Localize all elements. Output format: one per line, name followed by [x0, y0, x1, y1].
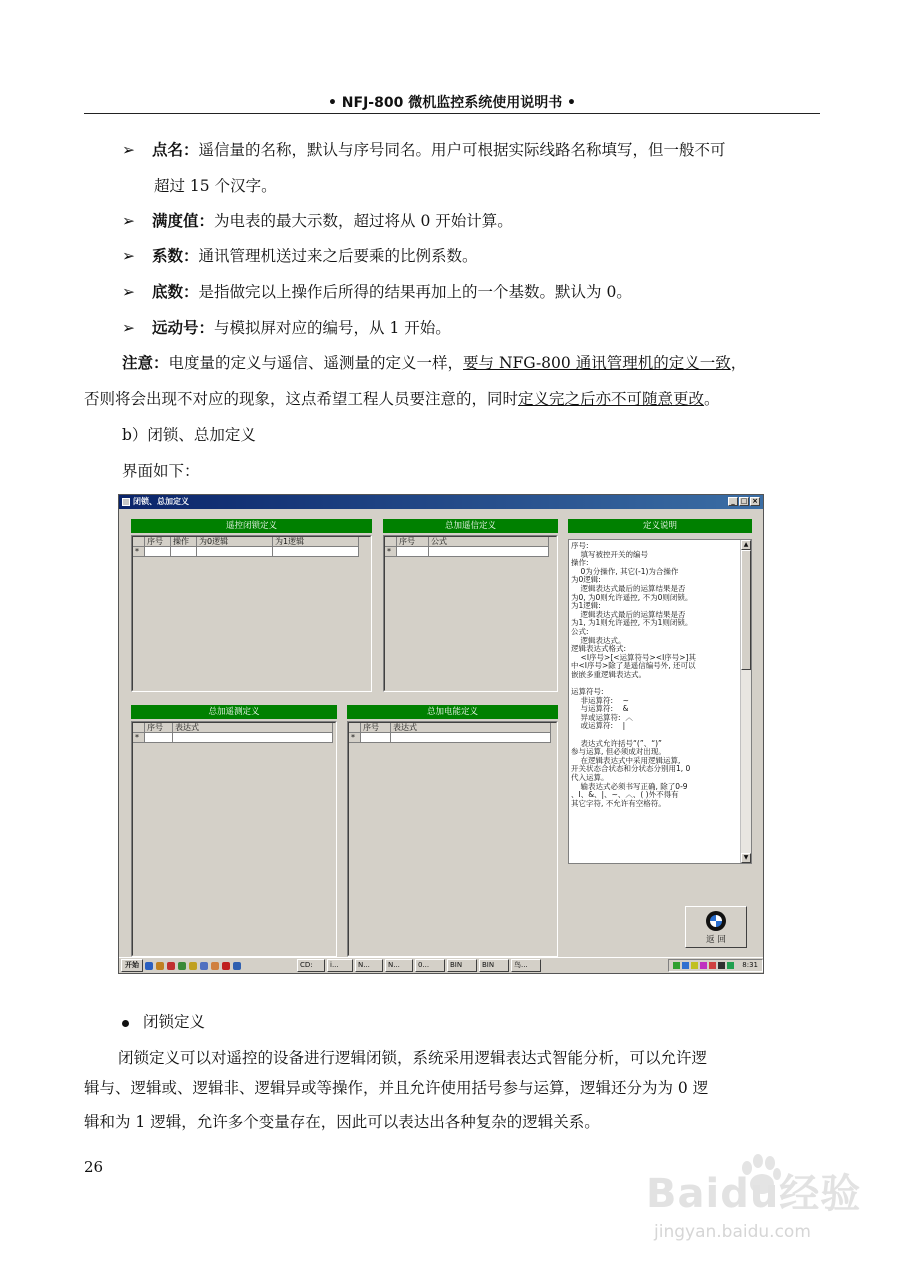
cell[interactable] [197, 547, 273, 557]
arrow-bullet-icon: ➢ [122, 283, 135, 301]
note-line-1 [122, 351, 746, 373]
app-icon[interactable] [178, 962, 186, 970]
grid-header [133, 723, 333, 733]
window-titlebar [119, 495, 763, 509]
lock-heading [122, 1010, 205, 1032]
term: 远动号： [152, 318, 215, 337]
new-row-marker: * [385, 547, 397, 557]
new-row[interactable] [133, 733, 333, 743]
paragraph-line-1: 闭锁定义可以对遥控的设备进行逻辑闭锁，系统采用逻辑表达式智能分析，可以允许逻 [118, 1049, 708, 1067]
grid-header [385, 537, 549, 547]
cell[interactable] [173, 733, 333, 743]
column-header[interactable]: 为0逻辑 [197, 537, 273, 547]
note-punct: ， [730, 354, 747, 372]
grid-header [133, 537, 359, 547]
column-header[interactable]: 为1逻辑 [273, 537, 359, 547]
panel-title-energy-total: 总加电能定义 [347, 705, 558, 719]
app-icon[interactable] [211, 962, 219, 970]
start-button[interactable]: 开始 [121, 959, 143, 972]
taskbar-item[interactable]: BIN [447, 959, 477, 972]
description-box[interactable] [568, 539, 752, 864]
clock: 8:31 [742, 961, 758, 969]
description-text: 序号: 填写被控开关的编号 操作: 0为分操作, 其它(-1)为合操作 为0逻辑: 逻辑表达式最后的运算结果是否 为0, 为0则允许遥控, 不为0则闭锁。 为1逻辑: 逻辑表达式最后的运算结果是否 为1, 为1则允许遥控, 不为1则闭锁。 公式: 逻辑表达式。 逻辑表达式格式: <I序号>[<运算符号><I序号>]其 中<I序号>除了是遥信编号外, 还可以 嵌嵌多重逻辑表达式。 运算符号: 非运算符: ~ 与运算符: & 异或运算符: ︿ 或运算符: | 表达式允许括号“(”、“)” 参与运算, 但必须成对出现。 在逻辑表达式中采用逻辑运算, 开关状态合状态和分状态分别用1, 0 代入运算。 输表达式必须书写正确, 除了0-9 、I、&、|、~、︿、( )外不得有 其它字符, 不允许有空格符。 [571, 542, 697, 808]
cell[interactable] [391, 733, 551, 743]
ui-intro: 界面如下： [122, 462, 200, 480]
tray-icon[interactable] [727, 962, 734, 969]
quick-launch [145, 960, 295, 971]
scroll-thumb[interactable] [741, 550, 751, 670]
yx-total-grid[interactable] [383, 535, 558, 692]
new-row[interactable] [133, 547, 359, 557]
dot-bullet-icon [122, 1020, 129, 1027]
scroll-down-icon[interactable]: ▼ [741, 853, 751, 863]
column-header[interactable]: 表达式 [173, 723, 333, 733]
paragraph-line-3: 辑和为 1 逻辑，允许多个变量存在，因此可以表达出各种复杂的逻辑关系。 [84, 1113, 600, 1131]
bullet-dianming-cont: 超过 15 个汉字。 [154, 177, 277, 195]
folder-icon[interactable] [156, 962, 164, 970]
column-header[interactable]: 操作 [171, 537, 197, 547]
paragraph-line-2: 辑与、逻辑或、逻辑非、逻辑异或等操作，并且允许使用括号参与运算，逻辑还分为为 0 逻 [84, 1079, 709, 1097]
column-header[interactable]: 序号 [397, 537, 429, 547]
arrow-bullet-icon: ➢ [122, 319, 135, 337]
baidu-watermark [646, 1150, 886, 1260]
tray-icon[interactable] [709, 962, 716, 969]
new-row-marker: * [133, 547, 145, 557]
column-header[interactable]: 序号 [145, 723, 173, 733]
taskbar-item[interactable]: BIN [479, 959, 509, 972]
ie-icon[interactable] [145, 962, 153, 970]
bullet-mandu [122, 209, 513, 231]
close-button[interactable]: × [750, 497, 760, 506]
desc: 与模拟屏对应的编号，从 1 开始。 [214, 319, 451, 337]
new-row-marker: * [133, 733, 145, 743]
page-header: • NFJ-800 微机监控系统使用说明书 • [327, 95, 577, 111]
section-heading: b）闭锁、总加定义 [122, 426, 256, 444]
term: 满度值： [152, 211, 215, 230]
app-icon[interactable] [200, 962, 208, 970]
note-text: 否则将会出现不对应的现象，这点希望工程人员要注意的，同时 [84, 390, 519, 408]
cell[interactable] [145, 733, 173, 743]
tray-icon[interactable] [718, 962, 725, 969]
app-icon [122, 498, 130, 506]
yc-total-grid[interactable] [131, 721, 337, 957]
description-scrollbar[interactable] [740, 540, 751, 863]
cell[interactable] [429, 547, 549, 557]
lock-heading-text: 闭锁定义 [143, 1013, 206, 1031]
taskbar-item[interactable]: 0... [415, 959, 445, 972]
term: 点名： [152, 140, 199, 159]
term: 底数： [152, 282, 199, 301]
cell[interactable] [397, 547, 429, 557]
bullet-dishu [122, 280, 632, 302]
new-row[interactable] [385, 547, 549, 557]
app-icon[interactable] [189, 962, 197, 970]
term: 系数： [152, 246, 199, 265]
column-header[interactable]: 序号 [361, 723, 391, 733]
taskbar-item[interactable]: i... [327, 959, 353, 972]
app-icon[interactable] [233, 962, 241, 970]
page-number: 26 [84, 1158, 104, 1176]
panel-title-yx-total: 总加遥信定义 [383, 519, 558, 533]
tray-icon[interactable] [682, 962, 689, 969]
column-header[interactable]: 序号 [145, 537, 171, 547]
grid-header [349, 723, 551, 733]
note-punct: 。 [704, 390, 720, 408]
energy-total-grid[interactable] [347, 721, 558, 957]
note-label: 注意： [122, 353, 169, 372]
system-tray [668, 959, 763, 972]
panel-title-desc: 定义说明 [568, 519, 752, 533]
app-icon[interactable] [167, 962, 175, 970]
watermark-brand: Baidu经验 [646, 1171, 862, 1217]
taskbar-item[interactable]: N... [385, 959, 413, 972]
bullet-yuandong [122, 316, 451, 338]
minimize-button[interactable]: _ [728, 497, 738, 506]
panel-title-yc-total: 总加遥测定义 [131, 705, 337, 719]
note-line-2 [84, 387, 720, 409]
taskbar [119, 957, 763, 973]
cell[interactable] [145, 547, 171, 557]
header-rule [84, 113, 820, 114]
taskbar-item[interactable]: CD: [297, 959, 325, 972]
note-underlined: 定义完之后亦不可随意更改 [518, 390, 705, 408]
yk-lock-grid[interactable] [131, 535, 372, 692]
bullet-dianming [122, 138, 726, 160]
arrow-bullet-icon: ➢ [122, 141, 135, 159]
watermark-url: jingyan.baidu.com [654, 1222, 811, 1242]
tray-icon[interactable] [673, 962, 680, 969]
return-button[interactable] [685, 906, 747, 948]
return-label: 返 回 [706, 935, 726, 945]
note-underlined: 要与 NFG-800 通讯管理机的定义一致 [463, 354, 731, 372]
desc: 通讯管理机送过来之后要乘的比例系数。 [198, 247, 478, 265]
desc: 是指做完以上操作后所得的结果再加上的一个基数。默认为 0。 [198, 283, 632, 301]
app-screenshot [118, 494, 764, 974]
new-row[interactable] [349, 733, 551, 743]
bullet-xishu [122, 244, 478, 266]
tray-icon[interactable] [700, 962, 707, 969]
panel-title-yk-lock: 遥控闭锁定义 [131, 519, 372, 533]
maximize-button[interactable]: □ [740, 497, 748, 505]
scroll-up-icon[interactable]: ▲ [741, 540, 751, 550]
app-icon[interactable] [222, 962, 230, 970]
cell[interactable] [171, 547, 197, 557]
desc: 遥信量的名称，默认与序号同名。用户可根据实际线路名称填写，但一般不可 [198, 141, 726, 159]
taskbar-item[interactable]: N... [355, 959, 383, 972]
column-header[interactable]: 公式 [429, 537, 549, 547]
cell[interactable] [273, 547, 359, 557]
new-row-marker: * [349, 733, 361, 743]
cell[interactable] [361, 733, 391, 743]
column-header[interactable]: 表达式 [391, 723, 551, 733]
tray-icon[interactable] [691, 962, 698, 969]
desc: 为电表的最大示数，超过将从 0 开始计算。 [214, 212, 513, 230]
taskbar-item[interactable]: 鸟... [511, 959, 541, 972]
arrow-bullet-icon: ➢ [122, 212, 135, 230]
window-title: 闭锁、总加定义 [133, 497, 189, 506]
note-text: 电度量的定义与遥信、遥测量的定义一样， [168, 354, 464, 372]
bmw-logo-icon [706, 911, 726, 931]
arrow-bullet-icon: ➢ [122, 247, 135, 265]
